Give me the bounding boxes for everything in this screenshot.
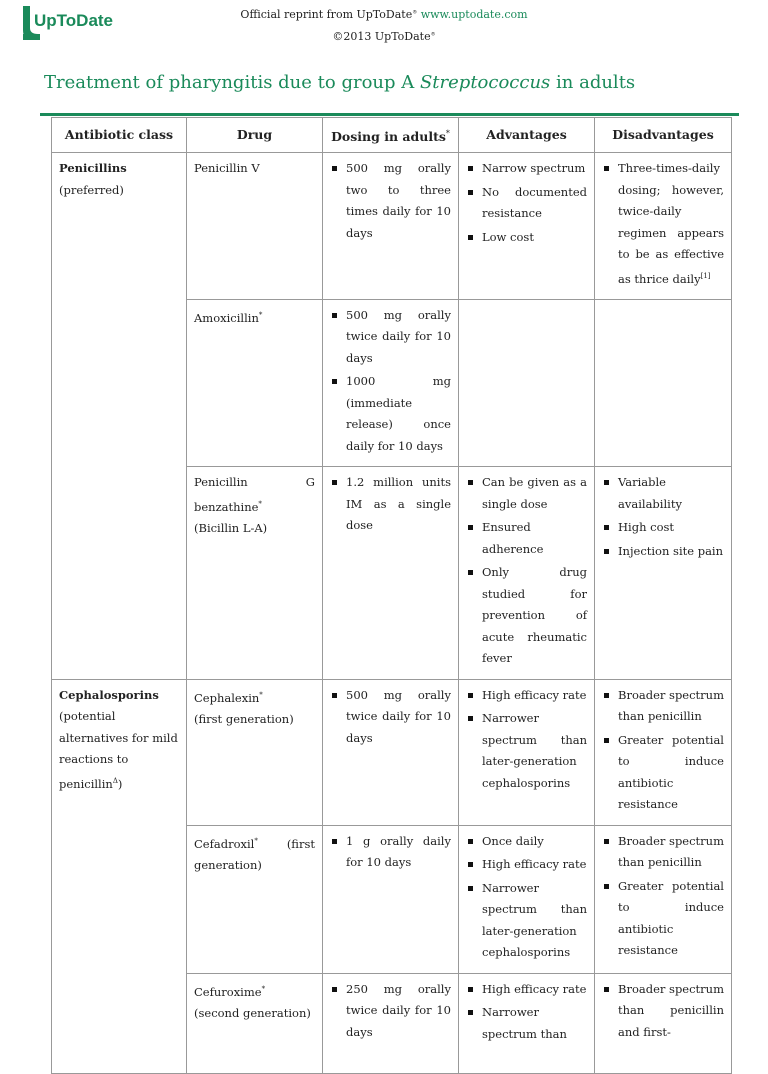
list-item: Can be given as a single dose xyxy=(466,472,587,515)
treatment-table xyxy=(51,117,732,1074)
reprint-text: Official reprint from UpToDate xyxy=(240,8,413,21)
dosing-cell xyxy=(323,825,459,973)
header-dosing-mark: * xyxy=(445,128,450,138)
table-row xyxy=(52,679,732,825)
class-note: (preferred) xyxy=(59,182,124,197)
drug-name: Penicillin G benzathine xyxy=(194,475,315,514)
advantages-cell xyxy=(459,679,595,825)
logo-text: UpToDate xyxy=(34,11,114,30)
disadvantages-cell xyxy=(595,467,732,680)
class-name: Cephalosporins xyxy=(59,687,159,702)
header-dosing xyxy=(323,118,459,153)
list-item: Low cost xyxy=(466,227,587,249)
reference-link[interactable]: [1] xyxy=(700,271,711,280)
header-drug: Drug xyxy=(187,118,323,153)
title-rule xyxy=(40,113,739,116)
title-pre: Treatment of pharyngitis due to group A xyxy=(44,72,420,93)
advantages-cell xyxy=(459,299,595,467)
list-item: High cost xyxy=(602,517,724,539)
list-item: 500 mg orally two to three times daily for 10 days xyxy=(330,158,451,244)
list-item: Broader spectrum than penicillin xyxy=(602,831,724,874)
drug-cell xyxy=(187,679,323,825)
uptodate-link[interactable]: www.uptodate.com xyxy=(420,8,528,21)
class-name: Penicillins xyxy=(59,161,127,175)
drug-name: Cefuroxime xyxy=(194,984,262,999)
title-post: in adults xyxy=(550,72,636,93)
drug-mark: * xyxy=(258,310,263,319)
reprint-sup: ® xyxy=(412,9,418,16)
page-title xyxy=(44,72,635,93)
list-item: Only drug studied for prevention of acute rheumatic fever xyxy=(466,562,587,670)
disadvantages-cell xyxy=(595,299,732,467)
table-row xyxy=(52,153,732,300)
drug-name: Penicillin V xyxy=(194,161,260,175)
advantages-cell xyxy=(459,973,595,1073)
list-item: 500 mg orally twice daily for 10 days xyxy=(330,685,451,750)
title-italic: Streptococcus xyxy=(419,72,551,93)
class-cell-penicillins xyxy=(52,153,187,680)
list-item: 1 g orally daily for 10 days xyxy=(330,831,451,874)
drug-name: Amoxicillin xyxy=(194,310,259,325)
list-item-text: Three-times-daily dosing; however, twice-daily regimen appears to be as effective as thrice daily xyxy=(618,161,724,286)
list-item: Narrower spectrum than xyxy=(466,1002,587,1045)
class-note-mark: Δ xyxy=(112,776,118,785)
list-item: Broader spectrum than penicillin and first- xyxy=(602,979,724,1044)
drug-cell xyxy=(187,467,323,680)
list-item: Once daily xyxy=(466,831,587,853)
drug-name: Cephalexin xyxy=(194,690,260,705)
list-item: High efficacy rate xyxy=(466,854,587,876)
drug-name: Cefadroxil xyxy=(194,836,255,851)
dosing-cell xyxy=(323,679,459,825)
list-item: Greater potential to induce antibiotic resistance xyxy=(602,730,724,816)
list-item: Variable availability xyxy=(602,472,724,515)
drug-mark: * xyxy=(258,499,262,508)
drug-mark: * xyxy=(261,984,266,993)
dosing-cell xyxy=(323,973,459,1073)
list-item: 1000 mg (immediate release) once daily for 10 days xyxy=(330,371,451,457)
disadvantages-cell xyxy=(595,825,732,973)
list-item xyxy=(602,158,724,290)
list-item: Broader spectrum than penicillin xyxy=(602,685,724,728)
dosing-cell xyxy=(323,153,459,300)
copyright-text: ©2013 UpToDate xyxy=(332,30,431,43)
list-item: 250 mg orally twice daily for 10 days xyxy=(330,979,451,1044)
drug-generation: (second generation) xyxy=(194,1006,311,1021)
list-item: No documented resistance xyxy=(466,182,587,225)
list-item: Injection site pain xyxy=(602,541,724,563)
class-note xyxy=(59,709,178,790)
list-item: Greater potential to induce antibiotic resistance xyxy=(602,876,724,962)
copyright-sup: ® xyxy=(430,31,436,38)
copyright-line xyxy=(0,30,768,43)
header-advantages: Advantages xyxy=(459,118,595,153)
dosing-cell xyxy=(323,299,459,467)
disadvantages-cell xyxy=(595,679,732,825)
drug-cell xyxy=(187,825,323,973)
drug-cell xyxy=(187,973,323,1073)
disadvantages-cell xyxy=(595,153,732,300)
advantages-cell xyxy=(459,467,595,680)
list-item: Narrower spectrum than later-generation cephalosporins xyxy=(466,708,587,794)
drug-generation: (first generation) xyxy=(194,712,294,727)
class-note-close: ) xyxy=(117,776,123,791)
disadvantages-cell xyxy=(595,973,732,1073)
header-antibiotic-class: Antibiotic class xyxy=(52,118,187,153)
list-item: High efficacy rate xyxy=(466,685,587,707)
drug-cell xyxy=(187,153,323,300)
advantages-cell xyxy=(459,825,595,973)
list-item: Narrower spectrum than later-generation cephalosporins xyxy=(466,878,587,964)
list-item: Ensured adherence xyxy=(466,517,587,560)
drug-generation: (first generation) xyxy=(194,836,315,873)
dosing-cell xyxy=(323,467,459,680)
reprint-line xyxy=(0,8,768,21)
drug-brand: (Bicillin L-A) xyxy=(194,521,268,536)
header-row xyxy=(52,118,732,153)
header-disadvantages: Disadvantages xyxy=(595,118,732,153)
class-note-text: (potential alternatives for mild reactions to penicillin xyxy=(59,709,178,791)
list-item: 500 mg orally twice daily for 10 days xyxy=(330,305,451,370)
list-item: Narrow spectrum xyxy=(466,158,587,180)
drug-mark: * xyxy=(254,836,258,845)
advantages-cell xyxy=(459,153,595,300)
drug-cell xyxy=(187,299,323,467)
drug-mark: * xyxy=(259,690,263,699)
list-item: 1.2 million units IM as a single dose xyxy=(330,472,451,537)
header-dosing-label: Dosing in adults xyxy=(331,128,446,144)
list-item: High efficacy rate xyxy=(466,979,587,1001)
class-cell-cephalosporins xyxy=(52,679,187,1073)
